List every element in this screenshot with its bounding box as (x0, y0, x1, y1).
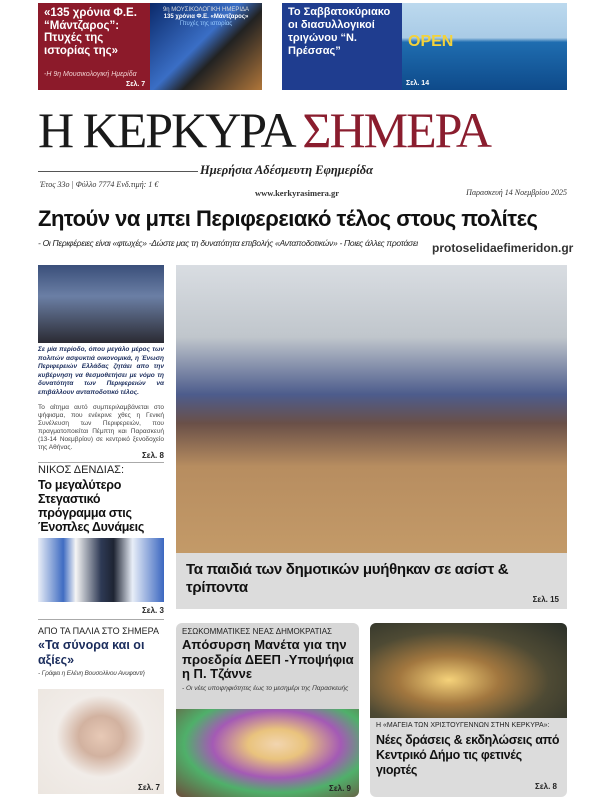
divider (38, 619, 164, 620)
banner-subtitle: -Η 9η Μουσικολογική Ημερίδα (44, 71, 137, 78)
story-headline: Απόσυρση Μανέτα για την προεδρία ΔΕΕΠ -Υποψήφια η Π. Τζάννε (182, 637, 354, 681)
issue-date: Παρασκευή 14 Νοεμβρίου 2025 (466, 188, 567, 197)
page-ref: Σελ. 7 (138, 783, 160, 792)
story-headline: Νέες δράσεις & εκδηλώσεις από Κεντρικό Δήμο τις φετινές γιορτές (376, 733, 560, 777)
watermark: protoselidaefimeridon.gr (432, 241, 574, 255)
banner-title: Το Σαββατοκύριακο οι διασυλλογικοί τριγώνου “Ν. Πρέσσας” (288, 6, 391, 57)
lead-deck: - Οι Περιφέρειες είναι «φτωχές» -Δώστε μας τη δυνατότητα επιβολής «Ανταποδοτικών» - Ποιες άλλες προτάσει (38, 238, 418, 248)
story-headline: «Τα σύνορα και οι αξίες» (38, 638, 145, 667)
story-kicker: ΑΠΟ ΤΑ ΠΑΛΙΑ ΣΤΟ ΣΗΜΕΡΑ (38, 626, 159, 636)
page-ref: Σελ. 7 (126, 81, 146, 88)
logo-part2: ΣΗΜΕΡΑ (302, 102, 490, 158)
page-ref: Σελ. 8 (142, 451, 164, 460)
lead-headline[interactable]: Ζητούν να μπει Περιφερειακό τέλος στους πολίτες (38, 206, 538, 231)
banner-title: «135 χρόνια Φ.Ε. “Μάντζαρος”: Πτυχές της ιστορίας της» (44, 7, 137, 57)
dendias-kicker: ΝΙΚΟΣ ΔΕΝΔΙΑΣ: (38, 464, 125, 476)
story-byline: - Γράφει η Ελένη Βουσολίνου Ανυφαντή (38, 670, 145, 677)
dendias-headline[interactable]: Το μεγαλύτερο Στεγαστικό πρόγραμμα στις Ένοπλες Δυνάμεις (38, 478, 145, 534)
author-photo (38, 689, 164, 794)
story-byline: - Οι νέες υποψηφιότητες έως το μεσημέρι της Παρασκευής (182, 685, 349, 692)
lead-body: Το αίτημα αυτό συμπεριλαμβάνεται στο ψήφισμα, που ενέκρινε χθες η Γενική Συνέλευση των Περιφερειών, που πραγματοποιείται Πέμπτη και Παρασκευή (13-14 Νοεμβρίου) σε κεντρικό ξενοδοχείο της Αθήνας. (38, 404, 164, 451)
image-caption: Πτυχές της ιστορίας (179, 21, 233, 27)
website-link[interactable]: www.kerkyrasimera.gr (255, 188, 340, 198)
story-kicker: ΕΣΩΚΟΜΜΑΤΙΚΕΣ ΝΕΑΣ ΔΗΜΟΚΡΑΤΙΑΣ (182, 627, 332, 636)
story-borders-values[interactable] (38, 626, 166, 796)
page-ref: Σελ. 14 (406, 80, 430, 87)
story-nd-elections[interactable] (176, 623, 359, 797)
issue-info: Έτος 33ο | Φύλλο 7774 Ενδ.τιμή: 1 € (40, 180, 159, 189)
page-ref: Σελ. 3 (142, 606, 164, 615)
image-caption: 9η ΜΟΥΣΙΚΟΛΟΓΙΚΗ ΗΜΕΡΙΔΑ (162, 7, 250, 13)
main-photo-basketball (176, 265, 567, 553)
banner-image (402, 3, 567, 90)
banner-image (150, 3, 262, 90)
banner-sailing[interactable] (282, 3, 567, 90)
lead-photo (38, 265, 164, 343)
main-caption: Τα παιδιά των δημοτικών μυήθηκαν σε ασίστ & τρίποντα (186, 561, 509, 596)
masthead-logo (38, 100, 490, 160)
dendias-photo (38, 538, 164, 602)
story-kicker: Η «ΜΑΓΕΙΑ ΤΩΝ ΧΡΙΣΤΟΥΓΕΝΝΩΝ ΣΤΗΝ ΚΕΡΚΥΡΑ»: (376, 722, 550, 729)
divider (38, 462, 164, 463)
page-ref: Σελ. 15 (532, 595, 559, 604)
image-caption: 135 χρόνια Φ.Ε. «Μάντζαρος» (163, 14, 249, 20)
page-ref: Σελ. 9 (329, 784, 351, 793)
image-caption: OPEN (408, 33, 454, 50)
christmas-square-photo (370, 623, 567, 718)
lead-intro: Σε μία περίοδο, όπου μεγάλο μέρος των πολιτών ασφυκτιά οικονομικά, η Ένωση Περιφερειών Ελλάδας ζητάει απο την κυβέρνηση να θεσμοθετήσει με νόμο τη δυνατότητα των Περιφερειών να επιβάλλουν ανταποδοτικό τέλος. (38, 346, 164, 396)
divider (38, 171, 198, 172)
main-photo-caption-box[interactable] (176, 553, 567, 609)
story-christmas-magic[interactable] (370, 623, 567, 797)
logo-part1: Η ΚΕΡΚΥΡΑ (38, 102, 292, 158)
tagline: Ημερήσια Αδέσμευτη Εφημερίδα (200, 163, 374, 177)
banner-mantzaros[interactable] (38, 3, 262, 90)
page-ref: Σελ. 8 (535, 782, 557, 791)
